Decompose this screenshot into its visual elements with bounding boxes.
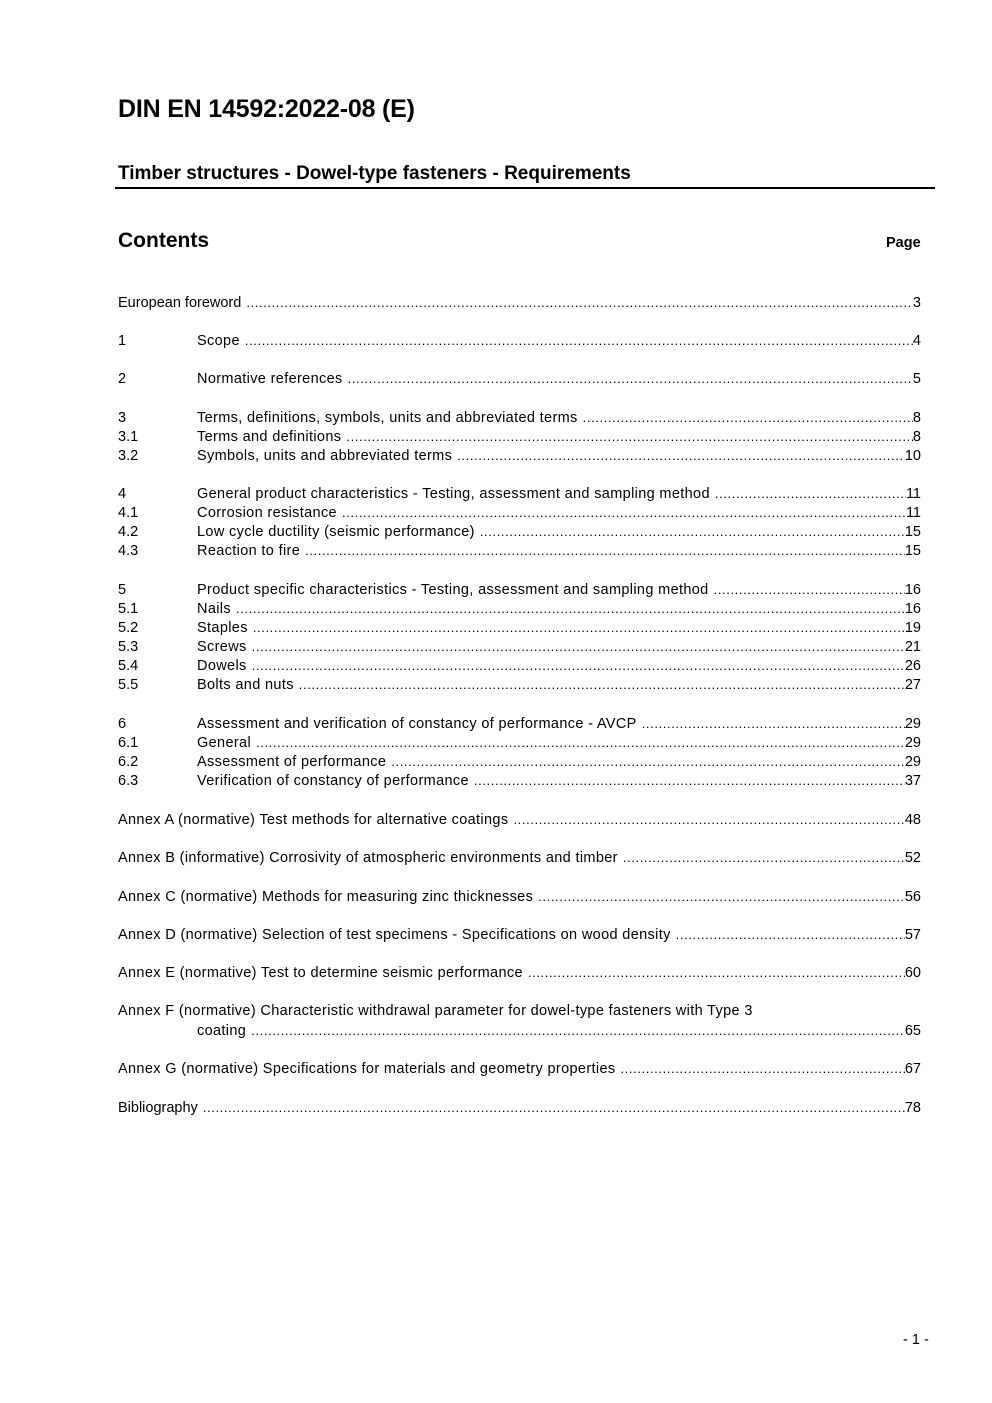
- toc-leader: [623, 848, 905, 867]
- toc-title: Screws: [197, 639, 247, 655]
- toc-number: 5.2: [118, 620, 139, 636]
- contents-heading: Contents: [118, 229, 209, 252]
- toc-leader: [253, 618, 905, 637]
- toc-leader: [251, 1021, 905, 1040]
- toc-title: Verification of constancy of performance: [197, 773, 469, 789]
- document-subtitle: Timber structures - Dowel-type fasteners - Requirements: [118, 163, 631, 184]
- toc-number: 6.3: [118, 773, 139, 789]
- toc-page: 29: [904, 716, 921, 732]
- toc-leader: [245, 331, 913, 350]
- toc-title: Low cycle ductility (seismic performance): [197, 524, 475, 540]
- toc-title: Assessment and verification of constancy of performance - AVCP: [197, 716, 637, 732]
- toc-page: 26: [904, 658, 921, 674]
- toc-title: Annex B (informative) Corrosivity of atmospheric environments and timber: [118, 850, 618, 866]
- toc-leader: [538, 887, 905, 906]
- toc-leader: [676, 925, 905, 944]
- toc-entry-5-1[interactable]: [118, 599, 921, 618]
- toc-leader: [513, 810, 904, 829]
- toc-page: 78: [904, 1100, 921, 1116]
- toc-page: 8: [912, 429, 921, 445]
- toc-page: 5: [912, 371, 921, 387]
- toc-entry-annex-g[interactable]: [118, 1059, 921, 1078]
- toc-leader: [246, 293, 913, 312]
- toc-entry-annex-f[interactable]: [118, 1021, 921, 1040]
- toc-title: Annex D (normative) Selection of test specimens - Specifications on wood density: [118, 927, 671, 943]
- toc-entry-6-2[interactable]: [118, 752, 921, 771]
- toc-page: 19: [904, 620, 921, 636]
- toc-entry-foreword[interactable]: [118, 293, 921, 312]
- toc-entry-annex-e[interactable]: [118, 963, 921, 982]
- toc-title: Reaction to fire: [197, 543, 301, 559]
- toc-entry-4-1[interactable]: [118, 503, 921, 522]
- toc-entry-annex-b[interactable]: [118, 848, 921, 867]
- toc-page: 15: [904, 524, 921, 540]
- toc-entry-3[interactable]: [118, 408, 921, 427]
- toc-entry-3-2[interactable]: [118, 446, 921, 465]
- toc-leader: [348, 369, 913, 388]
- toc-entry-4[interactable]: [118, 484, 921, 503]
- toc-entry-annex-c[interactable]: [118, 887, 921, 906]
- toc-leader: [252, 656, 905, 675]
- toc-page: 4: [912, 333, 921, 349]
- document-title: DIN EN 14592:2022-08 (E): [118, 95, 415, 123]
- toc-page: 10: [904, 448, 921, 464]
- toc-page: 11: [905, 505, 921, 521]
- toc-page: 37: [904, 773, 921, 789]
- toc-entry-6-3[interactable]: [118, 771, 921, 790]
- toc-page: 27: [904, 677, 921, 693]
- toc-title: Scope: [197, 333, 240, 349]
- toc-page: 15: [904, 543, 921, 559]
- toc-number: 4.2: [118, 524, 139, 540]
- toc-number: 4.3: [118, 543, 139, 559]
- toc-leader: [299, 675, 905, 694]
- toc-entry-1[interactable]: [118, 331, 921, 350]
- toc-entry-6-1[interactable]: [118, 733, 921, 752]
- toc-title: Normative references: [197, 371, 343, 387]
- toc-title: Staples: [197, 620, 248, 636]
- toc-page: 16: [904, 601, 921, 617]
- toc-title: General product characteristics - Testing, assessment and sampling method: [197, 486, 710, 502]
- toc-number: 3.1: [118, 429, 139, 445]
- toc-leader: [391, 752, 905, 771]
- toc-page: 65: [904, 1023, 921, 1039]
- toc-page: 21: [904, 639, 921, 655]
- toc-number: 3: [118, 410, 127, 426]
- toc-title: Nails: [197, 601, 231, 617]
- toc-entry-5-3[interactable]: [118, 637, 921, 656]
- toc-page: 67: [904, 1061, 921, 1077]
- page-number: - 1 -: [903, 1332, 929, 1348]
- toc-title: Annex C (normative) Methods for measuring zinc thicknesses: [118, 889, 534, 905]
- toc-entry-5-4[interactable]: [118, 656, 921, 675]
- toc-entry-annex-f-line1[interactable]: Annex F (normative) Characteristic withdrawal parameter for dowel-type fasteners with Type 3: [118, 1003, 753, 1019]
- toc-number: 5.3: [118, 639, 139, 655]
- toc-page: 56: [904, 889, 921, 905]
- toc-page: 8: [912, 410, 921, 426]
- toc-number: 4.1: [118, 505, 139, 521]
- toc-title: Annex E (normative) Test to determine seismic performance: [118, 965, 523, 981]
- toc-leader: [715, 484, 906, 503]
- page-column-header: Page: [886, 235, 921, 251]
- toc-number: 3.2: [118, 448, 139, 464]
- toc-title: Bibliography: [118, 1100, 198, 1116]
- toc-entry-6[interactable]: [118, 714, 921, 733]
- toc-entry-5-2[interactable]: [118, 618, 921, 637]
- toc-leader: [480, 522, 905, 541]
- toc-title: Annex G (normative) Specifications for materials and geometry properties: [118, 1061, 616, 1077]
- toc-leader: [346, 427, 913, 446]
- toc-title: Corrosion resistance: [197, 505, 337, 521]
- toc-page: 57: [904, 927, 921, 943]
- toc-entry-3-1[interactable]: [118, 427, 921, 446]
- title-divider: [115, 187, 935, 189]
- toc-title: Terms, definitions, symbols, units and abbreviated terms: [197, 410, 578, 426]
- toc-entry-4-2[interactable]: [118, 522, 921, 541]
- toc-page: 3: [912, 295, 921, 311]
- toc-title: Product specific characteristics - Testing, assessment and sampling method: [197, 582, 709, 598]
- toc-entry-5[interactable]: [118, 580, 921, 599]
- toc-title: Symbols, units and abbreviated terms: [197, 448, 453, 464]
- toc-number: 5.5: [118, 677, 139, 693]
- toc-leader: [474, 771, 905, 790]
- toc-entry-4-3[interactable]: [118, 541, 921, 560]
- toc-number: 1: [118, 333, 127, 349]
- toc-title: Assessment of performance: [197, 754, 387, 770]
- toc-title: General: [197, 735, 252, 751]
- toc-leader: [203, 1098, 905, 1117]
- toc-number: 5.1: [118, 601, 139, 617]
- toc-leader: [583, 408, 913, 427]
- toc-leader: [236, 599, 905, 618]
- toc-number: 2: [118, 371, 127, 387]
- toc-page: 29: [904, 735, 921, 751]
- toc-title: coating: [197, 1023, 247, 1039]
- toc-leader: [305, 541, 905, 560]
- toc-leader: [252, 637, 905, 656]
- toc-leader: [642, 714, 905, 733]
- toc-page: 29: [904, 754, 921, 770]
- toc-page: 60: [904, 965, 921, 981]
- toc-page: 16: [904, 582, 921, 598]
- toc-entry-bibliography[interactable]: [118, 1098, 921, 1117]
- toc-number: 5: [118, 582, 127, 598]
- toc-number: 5.4: [118, 658, 139, 674]
- toc-page: 11: [905, 486, 921, 502]
- toc-number: 6: [118, 716, 127, 732]
- toc-leader: [457, 446, 905, 465]
- toc-number: 6.1: [118, 735, 139, 751]
- toc-leader: [620, 1059, 904, 1078]
- toc-title: Dowels: [197, 658, 247, 674]
- toc-entry-5-5[interactable]: [118, 675, 921, 694]
- toc-title: Terms and definitions: [197, 429, 342, 445]
- toc-title: European foreword: [118, 295, 242, 311]
- toc-leader: [342, 503, 906, 522]
- toc-entry-annex-d[interactable]: [118, 925, 921, 944]
- toc-entry-annex-a[interactable]: [118, 810, 921, 829]
- toc-entry-2[interactable]: [118, 369, 921, 388]
- toc-title: Bolts and nuts: [197, 677, 294, 693]
- toc-page: 52: [904, 850, 921, 866]
- toc-number: 4: [118, 486, 127, 502]
- toc-leader: [714, 580, 905, 599]
- toc-number: 6.2: [118, 754, 139, 770]
- toc-title: Annex A (normative) Test methods for alternative coatings: [118, 812, 509, 828]
- toc-leader: [528, 963, 905, 982]
- toc-leader: [256, 733, 905, 752]
- toc-page: 48: [904, 812, 921, 828]
